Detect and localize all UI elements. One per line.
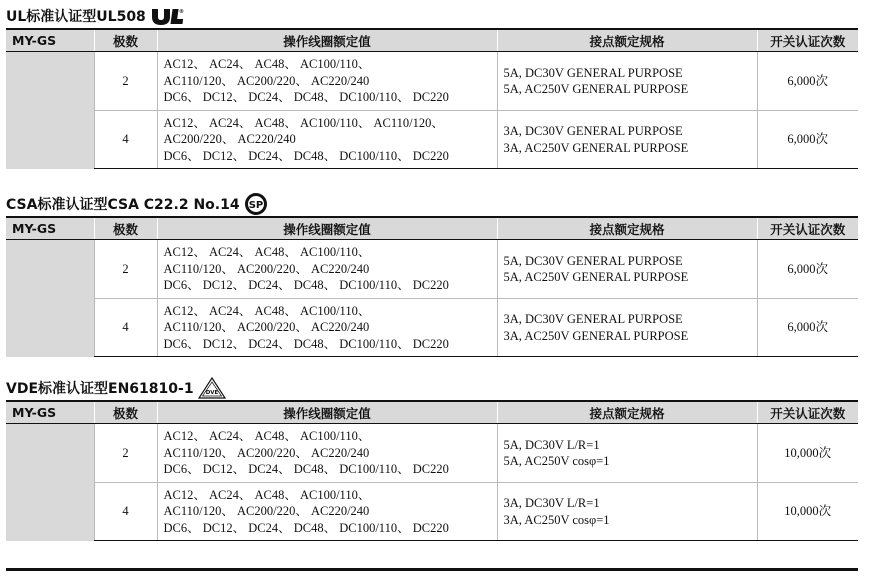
ul-section (6, 4, 858, 174)
cycles-cell: 10,000次 (757, 424, 858, 483)
section-title (6, 4, 184, 28)
header-coil: 操作线圈额定值 (157, 217, 497, 240)
contact-line: 3A, DC30V GENERAL PURPOSE (503, 312, 683, 326)
coil-line: AC12、 AC24、 AC48、 AC100/110、 AC110/120、 (163, 115, 444, 130)
table-row (6, 52, 858, 111)
header-coil: 操作线圈额定值 (157, 29, 497, 52)
contact-cell (497, 52, 757, 111)
model-cell (6, 52, 94, 169)
csa-sp-icon (244, 192, 268, 216)
contact-line: 5A, AC250V cosφ=1 (503, 454, 610, 468)
coil-cell (157, 424, 497, 483)
coil-line: AC110/120、 AC200/220、 AC220/240 (163, 445, 370, 460)
table-row (6, 299, 858, 357)
coil-line: DC6、 DC12、 DC24、 DC48、 DC100/110、 DC220 (163, 520, 449, 535)
coil-cell (157, 240, 497, 299)
poles-cell: 2 (94, 52, 157, 111)
contact-line: 5A, DC30V L/R=1 (503, 437, 600, 452)
contact-cell (497, 240, 757, 299)
cycles-cell: 6,000次 (757, 52, 858, 111)
contact-line: 3A, AC250V cosφ=1 (503, 512, 610, 527)
contact-line: 3A, DC30V L/R=1 (503, 496, 600, 510)
bottom-divider (6, 568, 858, 571)
coil-line: AC200/220、 AC220/240 (163, 132, 296, 147)
model-cell (6, 424, 94, 541)
header-poles: 极数 (94, 401, 157, 424)
section-title (6, 192, 268, 216)
vde-triangle-icon (198, 377, 226, 399)
contact-cell (497, 424, 757, 483)
header-poles: 极数 (94, 29, 157, 52)
cycles-cell: 6,000次 (757, 111, 858, 169)
coil-cell (157, 299, 497, 357)
contact-cell (497, 483, 757, 541)
contact-cell (497, 111, 757, 169)
section-title-text: VDE标准认证型EN61810-1 (6, 381, 194, 397)
contact-line: 5A, AC250V GENERAL PURPOSE (503, 82, 689, 96)
header-model: MY-GS (6, 217, 94, 240)
coil-line: DC6、 DC12、 DC24、 DC48、 DC100/110、 DC220 (163, 336, 449, 351)
coil-cell (157, 483, 497, 541)
poles-cell: 4 (94, 483, 157, 541)
poles-cell: 4 (94, 111, 157, 169)
poles-cell: 2 (94, 240, 157, 299)
cycles-cell: 10,000次 (757, 483, 858, 541)
table-row (6, 483, 858, 541)
model-cell (6, 240, 94, 357)
coil-line: DC6、 DC12、 DC24、 DC48、 DC100/110、 DC220 (163, 90, 449, 105)
coil-line: AC12、 AC24、 AC48、 AC100/110、 (163, 429, 371, 444)
header-model: MY-GS (6, 401, 94, 424)
coil-cell (157, 52, 497, 111)
vde-section (6, 376, 858, 546)
coil-cell (157, 111, 497, 169)
contact-line: 5A, AC250V GENERAL PURPOSE (503, 270, 689, 284)
coil-line: AC110/120、 AC200/220、 AC220/240 (163, 504, 370, 519)
header-cycles: 开关认证次数 (757, 401, 858, 424)
svg-text:DVE: DVE (205, 390, 218, 396)
header-contact: 接点额定规格 (497, 401, 757, 424)
csa-table (6, 216, 858, 357)
header-contact: 接点额定规格 (497, 217, 757, 240)
contact-line: 3A, DC30V GENERAL PURPOSE (503, 124, 683, 138)
svg-text:®: ® (178, 9, 184, 15)
contact-line: 3A, AC250V GENERAL PURPOSE (503, 328, 689, 343)
coil-line: AC110/120、 AC200/220、 AC220/240 (163, 261, 370, 276)
coil-line: AC12、 AC24、 AC48、 AC100/110、 (163, 245, 371, 260)
coil-line: AC12、 AC24、 AC48、 AC100/110、 (163, 57, 371, 72)
coil-line: DC6、 DC12、 DC24、 DC48、 DC100/110、 DC220 (163, 148, 449, 163)
coil-line: DC6、 DC12、 DC24、 DC48、 DC100/110、 DC220 (163, 462, 449, 477)
coil-line: AC12、 AC24、 AC48、 AC100/110、 (163, 487, 371, 502)
coil-line: AC110/120、 AC200/220、 AC220/240 (163, 73, 370, 88)
svg-text:SP: SP (248, 200, 263, 211)
contact-line: 5A, DC30V GENERAL PURPOSE (503, 65, 683, 80)
table-row (6, 240, 858, 299)
section-title (6, 376, 226, 400)
poles-cell: 2 (94, 424, 157, 483)
poles-cell: 4 (94, 299, 157, 357)
coil-line: AC12、 AC24、 AC48、 AC100/110、 (163, 303, 371, 318)
ul-recognized-icon (150, 6, 184, 26)
table-row (6, 111, 858, 169)
section-title-text: CSA标准认证型CSA C22.2 No.14 (6, 197, 240, 213)
header-model: MY-GS (6, 29, 94, 52)
ul-table (6, 28, 858, 169)
header-cycles: 开关认证次数 (757, 29, 858, 52)
header-cycles: 开关认证次数 (757, 217, 858, 240)
csa-section (6, 192, 858, 362)
table-row (6, 424, 858, 483)
vde-table (6, 400, 858, 541)
header-contact: 接点额定规格 (497, 29, 757, 52)
cycles-cell: 6,000次 (757, 299, 858, 357)
section-title-text: UL标准认证型UL508 (6, 9, 146, 25)
contact-cell (497, 299, 757, 357)
cycles-cell: 6,000次 (757, 240, 858, 299)
header-coil: 操作线圈额定值 (157, 401, 497, 424)
coil-line: DC6、 DC12、 DC24、 DC48、 DC100/110、 DC220 (163, 278, 449, 293)
header-poles: 极数 (94, 217, 157, 240)
coil-line: AC110/120、 AC200/220、 AC220/240 (163, 320, 370, 335)
contact-line: 5A, DC30V GENERAL PURPOSE (503, 253, 683, 268)
contact-line: 3A, AC250V GENERAL PURPOSE (503, 140, 689, 155)
